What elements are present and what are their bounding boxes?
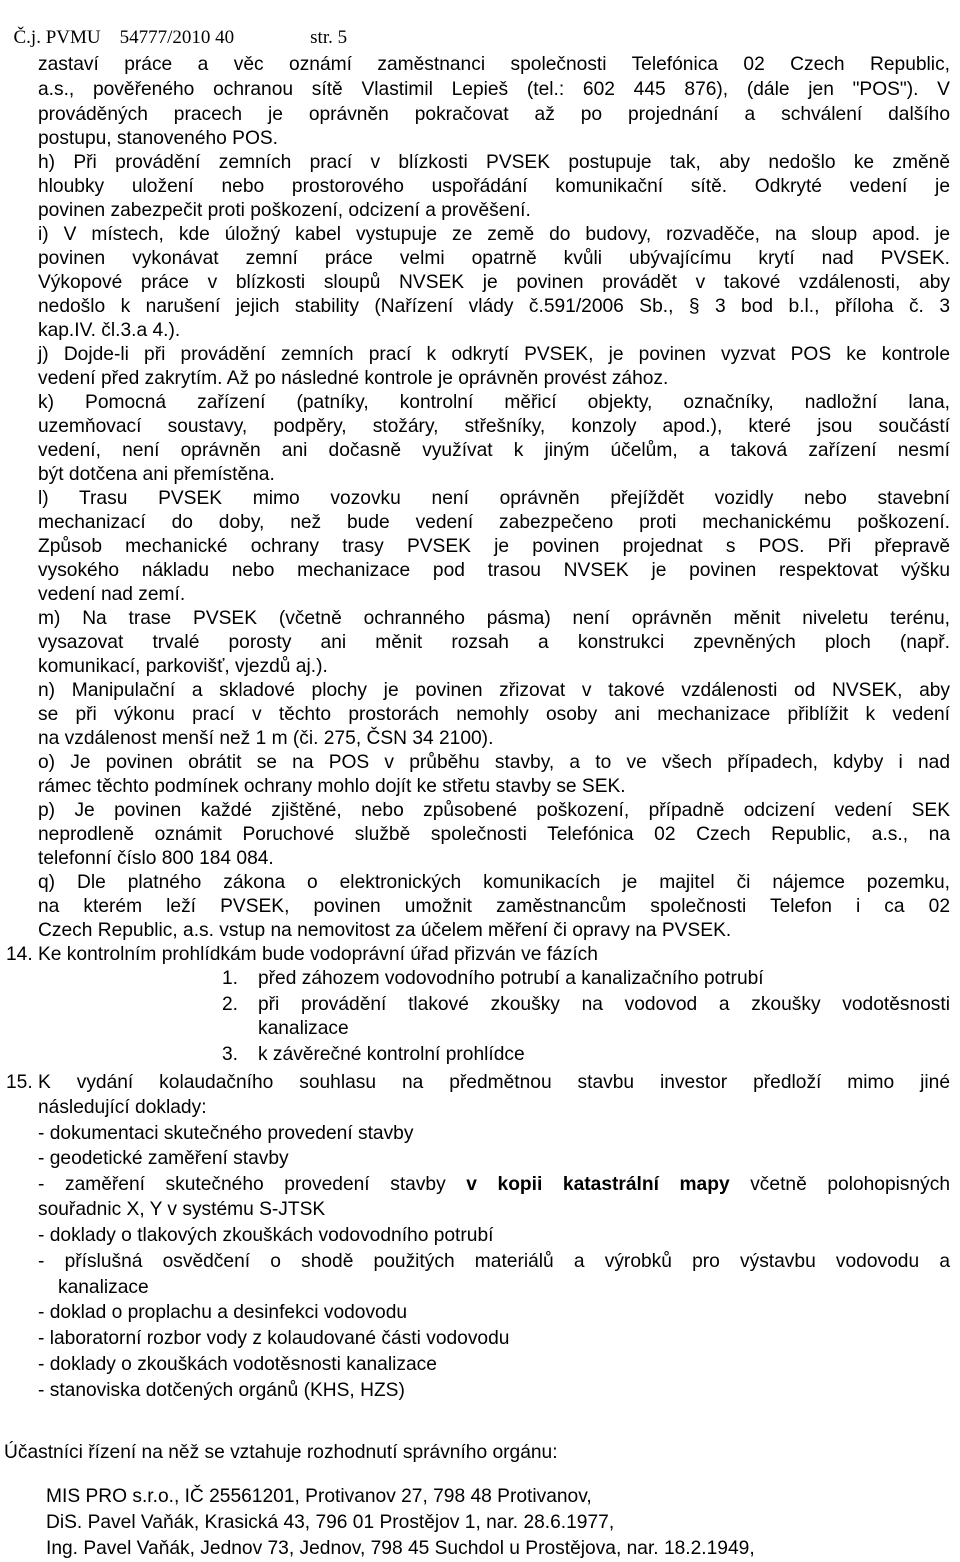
text-line: rámec těchto podmínek ochrany mohlo dojít ke střetu stavby se SEK. [38, 776, 626, 797]
text-line: h) Při provádění zemních prací v blízkosti PVSEK postupuje tak, aby nedošlo ke změně [38, 152, 950, 173]
text-line: uzemňovací soustavy, podpěry, stožáry, střešníky, konzoly apod.), které jsou součástí [38, 416, 950, 437]
text-line: postupu, stanoveného POS. [38, 128, 279, 149]
text-line: se při výkonu prací v těchto prostorách nemohly osoby ani mechanizace přiblížit k vedení [38, 704, 950, 725]
text-line: q) Dle platného zákona o elektronických komunikacích je majitel či nájemce pozemku, [38, 872, 950, 893]
reference-label: Č.j. PVMU [13, 27, 101, 48]
item-text: Ke kontrolním prohlídkám bude vodoprávní úřad přizván ve fázích [38, 944, 598, 965]
text-line: zastaví práce a věc oznámí zaměstnanci společnosti Telefónica 02 Czech Republic, [38, 54, 950, 75]
item-number: 14. [6, 944, 33, 965]
text-line: p) Je povinen každé zjištěné, nebo způsobené poškození, případně odcizení vedení SEK [38, 800, 950, 821]
phase-number: 3. [222, 1044, 239, 1065]
text-line: být dotčena ani přemístěna. [38, 464, 275, 485]
text-line: l) Trasu PVSEK mimo vozovku není oprávněn přejíždět vozidly nebo stavební [38, 488, 950, 509]
text-line: vedení, není oprávněn ani dočasně využívat k jiným účelům, a taková zařízení nesmí [38, 440, 950, 461]
participant-entry: Ing. Pavel Vaňák, Jednov 73, Jednov, 798 45 Suchdol u Prostějova, nar. 18.2.1949, [46, 1538, 755, 1559]
text-line: na kterém leží PVSEK, povinen umožnit zaměstnancům společnosti Telefon i ca 02 [38, 896, 950, 917]
item-text: následující doklady: [38, 1097, 207, 1118]
text-line: komunikací, parkovišť, vjezdů aj.). [38, 656, 328, 677]
doc-text: včetně polohopisných [729, 1174, 951, 1195]
document-list-item-continuation: kanalizace [58, 1277, 149, 1298]
text-line: i) V místech, kde úložný kabel vystupuje ze země do budovy, rozvaděče, na sloup apod. je [38, 224, 950, 245]
phase-text: kanalizace [258, 1018, 349, 1039]
document-list-item: - doklady o tlakových zkouškách vodovodního potrubí [38, 1225, 494, 1246]
phase-text: k závěrečné kontrolní prohlídce [258, 1044, 525, 1065]
participants-heading: Účastníci řízení na něž se vztahuje rozhodnutí správního orgánu: [4, 1442, 558, 1463]
text-line: m) Na trase PVSEK (včetně ochranného pásma) není oprávněn měnit niveletu terénu, [38, 608, 950, 629]
text-line: vysokého nákladu nebo mechanizace pod trasou NVSEK je povinen respektovat výšku [38, 560, 950, 581]
text-line: vedení před zakrytím. Až po následné kontrole je oprávněn provést zához. [38, 368, 669, 389]
text-line: n) Manipulační a skladové plochy je povinen zřizovat v takové vzdálenosti od NVSEK, aby [38, 680, 950, 701]
text-line: hloubky uložení nebo prostorového uspořádání komunikační sítě. Odkryté vedení je [38, 176, 950, 197]
text-line: telefonní číslo 800 184 084. [38, 848, 274, 869]
text-line: povinen vykonávat zemní práce velmi opatrně kvůli ubývajícímu krytí nad PVSEK. [38, 248, 950, 269]
document-list-item: - příslušná osvědčení o shodě použitých materiálů a výrobků pro výstavbu vodovodu a [38, 1251, 950, 1272]
document-list-item [38, 1172, 950, 1197]
text-line: Způsob mechanické ochrany trasy PVSEK je povinen projednat s POS. Při přepravě [38, 536, 950, 557]
participant-entry: DiS. Pavel Vaňák, Krasická 43, 796 01 Prostějov 1, nar. 28.6.1977, [46, 1512, 615, 1533]
reference-number: 54777/2010 40 [119, 27, 235, 48]
doc-emphasis: v kopii katastrální mapy [466, 1174, 730, 1195]
page-header [4, 2, 904, 50]
document-list-item: - laboratorní rozbor vody z kolaudované části vodovodu [38, 1328, 510, 1349]
text-line: kap.IV. čl.3.a 4.). [38, 320, 181, 341]
document-list-item: - doklady o zkouškách vodotěsnosti kanalizace [38, 1354, 437, 1375]
phase-number: 1. [222, 968, 239, 989]
text-line: j) Dojde-li při provádění zemních prací k odkrytí PVSEK, je povinen vyzvat POS ke kontrole [38, 344, 950, 365]
text-line: mechanizací do doby, než bude vedení zabezpečeno proti mechanickému poškození. [38, 512, 950, 533]
document-list-item: - stanoviska dotčených orgánů (KHS, HZS) [38, 1380, 405, 1401]
text-line: Výkopové práce v blízkosti sloupů NVSEK je povinen provádět v takové vzdálenosti, aby [38, 272, 950, 293]
document-list-item-continuation: souřadnic X, Y v systému S-JTSK [38, 1199, 326, 1220]
doc-text: - zaměření skutečného provedení stavby [38, 1174, 467, 1195]
text-line: o) Je povinen obrátit se na POS v průběhu stavby, a to ve všech případech, kdyby i nad [38, 752, 950, 773]
text-line: vysazovat trvalé porosty ani měnit rozsah a konstrukci zpevněných ploch (např. [38, 632, 950, 653]
text-line: vedení nad zemí. [38, 584, 186, 605]
phase-number: 2. [222, 994, 239, 1015]
document-list-item: - dokumentaci skutečného provedení stavby [38, 1123, 414, 1144]
text-line: a.s., pověřeného ochranou sítě Vlastimil Lepieš (tel.: 602 445 876), (dále jen "POS"). V [38, 79, 950, 100]
participant-entry: MIS PRO s.r.o., IČ 25561201, Protivanov 27, 798 48 Protivanov, [46, 1486, 592, 1507]
item-text: K vydání kolaudačního souhlasu na předmětnou stavbu investor předloží mimo jiné [38, 1072, 950, 1093]
text-line: prováděných pracech je oprávněn pokračovat až po projednání a schválení dalšího [38, 104, 950, 125]
phase-text: při provádění tlakové zkoušky na vodovod a zkoušky vodotěsnosti [258, 994, 950, 1015]
text-line: neprodleně oznámit Poruchové službě společnosti Telefónica 02 Czech Republic, a.s., na [38, 824, 950, 845]
document-list-item: - doklad o proplachu a desinfekci vodovodu [38, 1302, 408, 1323]
text-line: povinen zabezpečit proti poškození, odcizení a prověšení. [38, 200, 531, 221]
phase-text: před záhozem vodovodního potrubí a kanalizačního potrubí [258, 968, 764, 989]
text-line: nedošlo k narušení jejich stability (Nařízení vlády č.591/2006 Sb., § 3 bod b.l., příloha č. 3 [38, 296, 950, 317]
page-number: str. 5 [310, 27, 348, 48]
text-line: k) Pomocná zařízení (patníky, kontrolní měřicí objekty, označníky, nadložní lana, [38, 392, 950, 413]
text-line: Czech Republic, a.s. vstup na nemovitost za účelem měření či opravy na PVSEK. [38, 920, 732, 941]
text-line: na vzdálenost menší než 1 m (či. 275, ČSN 34 2100). [38, 728, 494, 749]
item-number: 15. [6, 1072, 33, 1093]
document-list-item: - geodetické zaměření stavby [38, 1148, 289, 1169]
